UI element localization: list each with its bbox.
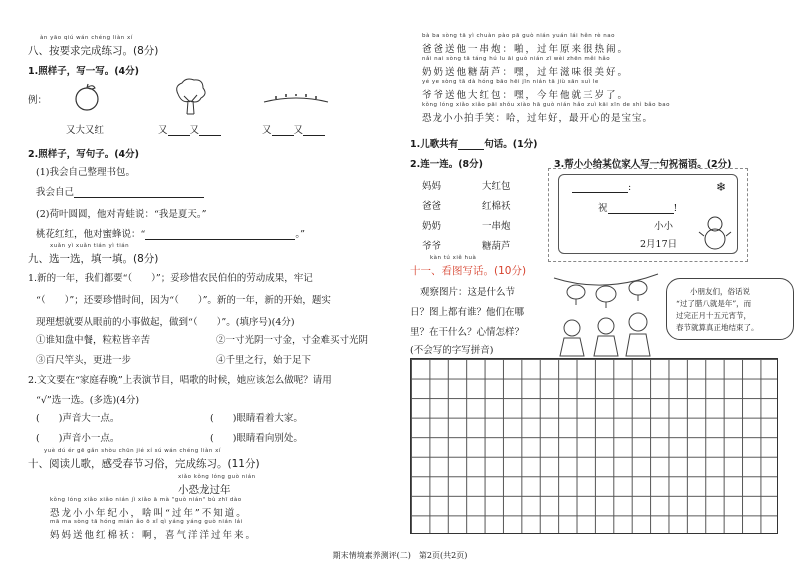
p9-line-3: 现理想就要从眼前的小事做起，做到“（ ）”。(填序号)(4分) <box>36 317 295 328</box>
choice-quieter[interactable]: ( )声音小一点。 <box>36 433 120 444</box>
s11-prompt-1: 观察图片：这是什么节 <box>420 287 516 298</box>
section-9-title: 九、选一选，填一填。(8分) <box>28 253 159 265</box>
q8-2-1-answer[interactable] <box>36 184 204 198</box>
gift-4[interactable]: 糖葫芦 <box>482 241 511 252</box>
card-wish-label: 祝 <box>598 203 608 214</box>
q10-1[interactable] <box>410 136 538 150</box>
example-label: 例： <box>28 95 48 106</box>
speech-line-2: “过了腊八就是年”，而 <box>676 299 752 308</box>
poem-title: 小恐龙过年 <box>178 484 231 496</box>
fill-2[interactable] <box>158 122 221 136</box>
speech-line-1: 小朋友们，俗话说 <box>690 287 750 296</box>
q10-2: 2.连一连。(8分) <box>410 159 484 170</box>
q8-2: 2.照样子，写句子。(4分) <box>28 149 140 160</box>
bird-wire-icon <box>262 94 330 108</box>
choice-louder[interactable]: ( )声音大一点。 <box>36 413 120 424</box>
option-3: ③百尺竿头，更进一步 <box>36 355 132 366</box>
q9-2-line-1: 2.文文要在“家庭春晚”上表演节目，唱歌的时候，她应该怎么做呢？请用 <box>28 375 332 386</box>
s10-pinyin: yuè dú ér gē gǎn shòu chūn jié xí sú wán chéng liàn xí <box>44 448 221 454</box>
q8-2-2: (2)荷叶圆圆，他对青蛙说：“我是夏天。” <box>36 209 207 220</box>
poem-title-pinyin: xiǎo kǒng lóng guò nián <box>178 474 256 480</box>
poem-line-6: 恐龙小小拍手笑：哈，过年好，最开心的是宝宝。 <box>422 113 654 124</box>
card-recipient[interactable] <box>572 182 631 193</box>
p9-line-1: 1.新的一年，我们都要“（ ）”；妥珍惜农民伯伯的劳动成果，牢记 <box>28 273 313 284</box>
card-colon: : <box>628 182 632 193</box>
person-1[interactable]: 妈妈 <box>422 181 442 192</box>
gift-3[interactable]: 一串炮 <box>482 221 511 232</box>
poem-line-5-pinyin: yé ye sòng tā dà hóng bāo hēi jīn nián tā jiù sān suì le <box>422 79 599 85</box>
option-4: ④千里之行，始于足下 <box>216 355 312 366</box>
p9-line-2: “（ ）”；还要珍惜时间，因为“（ ）”。新的一年，新的开始，题实 <box>36 295 331 306</box>
poem-line-3: 爸爸送他一串炮：啪，过年原来很热闹。 <box>422 44 630 55</box>
fill-2-a: 又 <box>158 125 168 136</box>
poem-line-5: 爷爷送他大红包：嘿，今年他就三岁了。 <box>422 90 630 101</box>
person-4[interactable]: 爷爷 <box>422 241 442 252</box>
writing-grid[interactable] <box>410 358 778 534</box>
fill-3-a: 又 <box>262 125 272 136</box>
poem-line-2: 妈妈送他红棉袄：啊，喜气洋洋过年来。 <box>50 530 258 541</box>
q8-2-1: (1)我会自己整理书包。 <box>36 167 135 178</box>
example-answer: 又大又红 <box>66 125 105 136</box>
fill-2-b: 又 <box>189 125 200 136</box>
option-1: ①谁知盘中餐，粒粒皆辛苦 <box>36 335 151 346</box>
s8-pinyin: àn yāo qiú wán chéng liàn xí <box>40 35 133 41</box>
festival-illustration <box>548 266 664 358</box>
q9-2-line-2: “√”选一选。(多选)(4分) <box>36 395 140 406</box>
tree-icon <box>170 76 210 116</box>
poem-line-4-pinyin: nǎi nai sòng tā táng hú lu āi guò nián zī wèi zhēn měi hǎo <box>422 56 611 62</box>
card-wish[interactable] <box>598 200 677 214</box>
gift-2[interactable]: 红棉袄 <box>482 201 511 212</box>
speech-text <box>676 286 759 334</box>
speech-line-3: 过完正月十五元宵节， <box>676 311 751 320</box>
poem-line-1: 恐龙小小年纪小，啥叫“过年”不知道。 <box>50 508 248 519</box>
fill-3[interactable] <box>262 122 325 136</box>
s9-pinyin: xuǎn yì xuǎn tián yì tián <box>50 243 130 249</box>
snowman-icon <box>698 214 732 250</box>
section-11-title: 十一、看图写话。(10分) <box>410 265 527 277</box>
section-10-title: 十、阅读儿歌，感受春节习俗，完成练习。(11分) <box>28 458 260 470</box>
q8-2-2-answer[interactable] <box>36 226 305 240</box>
card-excl: ! <box>673 203 678 214</box>
person-3[interactable]: 奶奶 <box>422 221 442 232</box>
poem-line-3-pinyin: bà ba sòng tā yì chuàn pào pā guò nián yuán lái hěn rè nao <box>422 33 615 39</box>
q8-2-1-prefix: 我会自己 <box>36 187 75 198</box>
apple-icon <box>72 82 102 112</box>
choice-look-audience[interactable]: ( )眼睛看着大家。 <box>210 413 303 424</box>
page-footer: 期末情境素养测评(二) 第2页(共2页) <box>332 551 468 560</box>
option-2: ②一寸光阴一寸金，寸金难买寸光阴 <box>216 335 369 346</box>
q8-1: 1.照样子，写一写。(4分) <box>28 66 140 77</box>
poem-line-1-pinyin: kǒng lóng xiǎo xiǎo nián jì xiǎo ā mà "guò nián" bù zhī dào <box>50 497 242 503</box>
poem-line-6-pinyin: kǒng lóng xiǎo xiǎo pāi shǒu xiào hā guò nián hǎo zuì kāi xīn de shì bǎo bao <box>422 102 671 108</box>
q10-1-suffix: 句话。(1分) <box>484 139 538 150</box>
fill-3-b: 又 <box>293 125 304 136</box>
s11-pinyin: kàn tú xiě huà <box>430 255 477 261</box>
s11-prompt-2: 日？图上都有谁？他们在哪 <box>410 307 525 318</box>
s11-prompt-3: 里？在干什么？心情怎样？ <box>410 327 525 338</box>
q10-3: 3.帮小小给某位家人写一句祝福语。(2分) <box>554 159 732 170</box>
choice-look-away[interactable]: ( )眼睛看向别处。 <box>210 433 303 444</box>
card-date: 2月17日 <box>640 239 678 250</box>
person-2[interactable]: 爸爸 <box>422 201 442 212</box>
snowflake-icon: ❄ <box>716 180 727 194</box>
q8-2-2-suffix: 。” <box>295 229 305 240</box>
s11-note: (不会写的字写拼音) <box>410 345 494 356</box>
section-8-title: 八、按要求完成练习。(8分) <box>28 45 159 57</box>
q8-2-2-prefix: 桃花红红，他对蜜蜂说：“ <box>36 229 146 240</box>
speech-line-4: 春节就算真正地结束了。 <box>676 323 759 332</box>
poem-line-2-pinyin: mā ma sòng tā hóng mián ǎo ō xǐ qì yáng yáng guò nián lái <box>50 519 243 525</box>
q10-1-prefix: 1.儿歌共有 <box>410 139 459 150</box>
card-signature: 小小 <box>654 221 674 232</box>
poem-line-4: 奶奶送他糖葫芦：嘿，过年滋味很美好。 <box>422 67 630 78</box>
gift-1[interactable]: 大红包 <box>482 181 511 192</box>
